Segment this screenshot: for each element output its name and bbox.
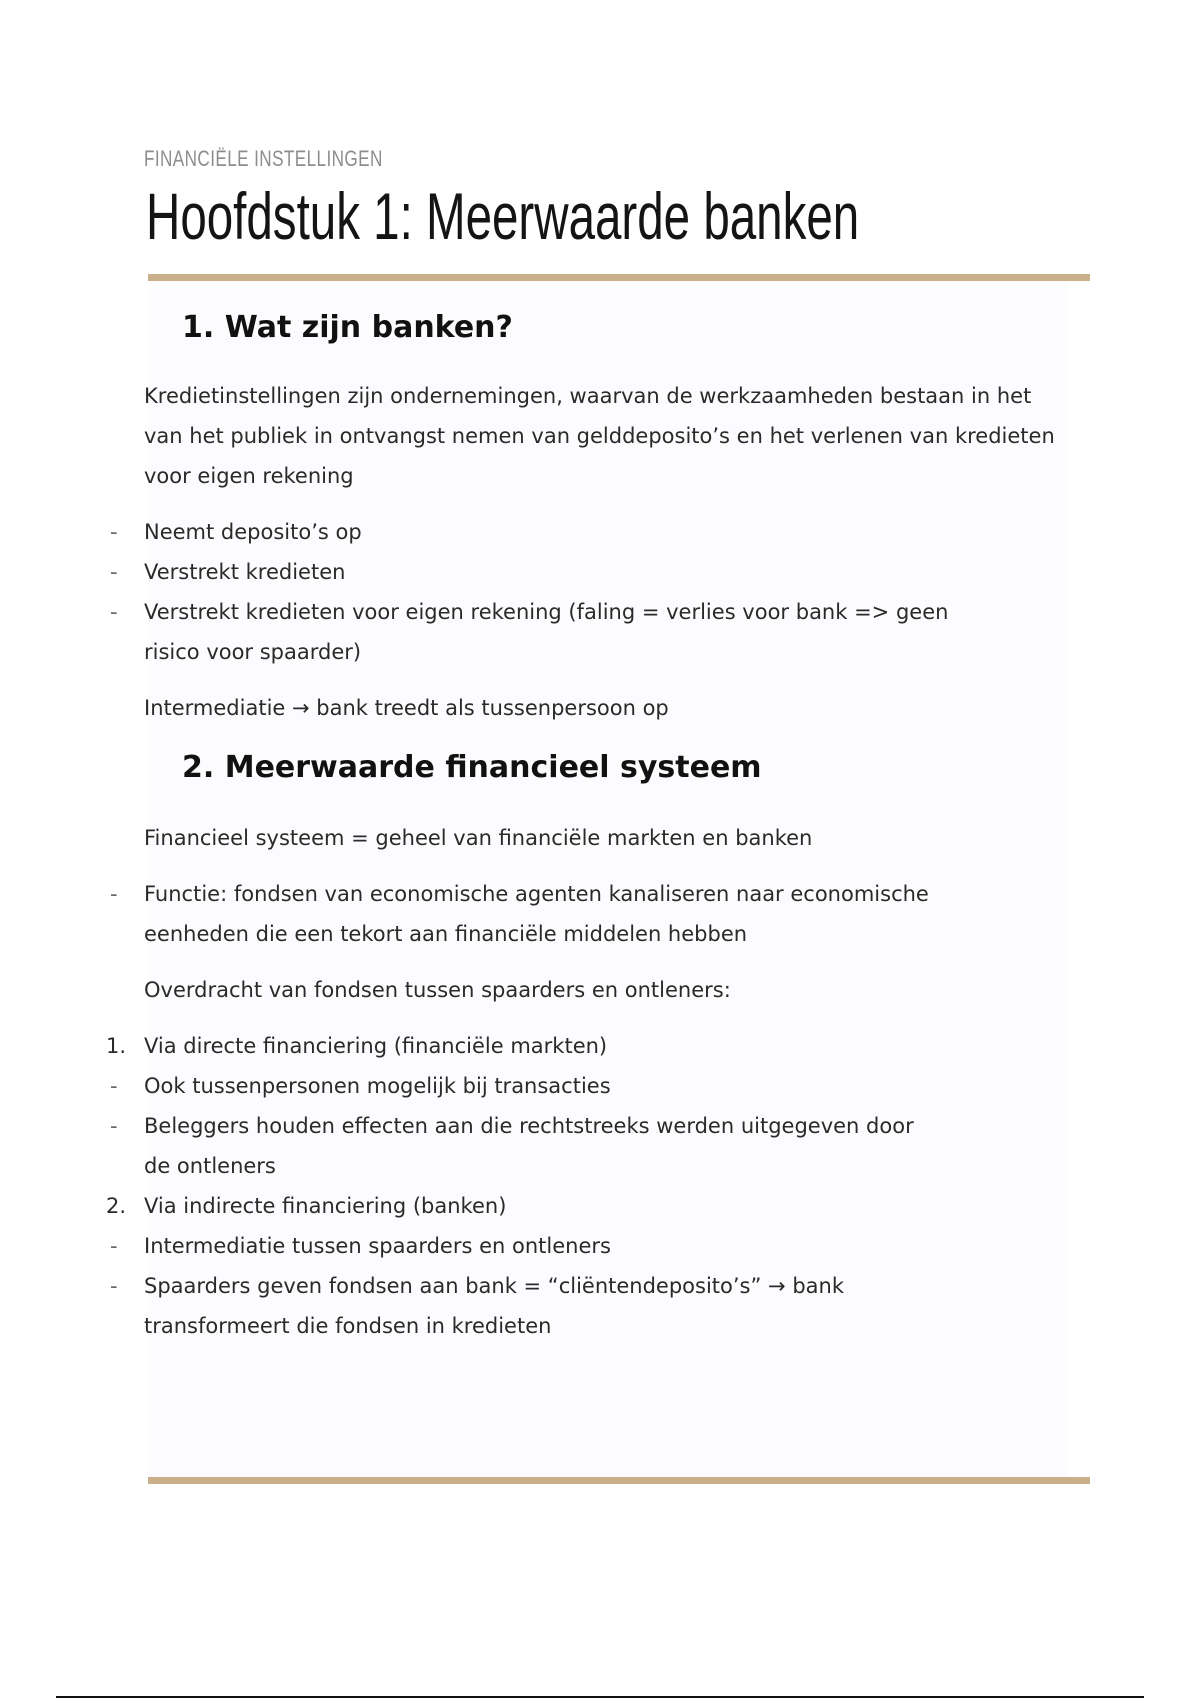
page-footer-line	[56, 1696, 1144, 1698]
document-body	[106, 300, 1084, 1346]
page-title: Hoofdstuk 1: Meerwaarde banken	[146, 179, 860, 253]
document-kicker: FINANCIËLE INSTELLINGEN	[144, 146, 383, 171]
list-item: - Verstrekt kredieten	[144, 552, 1084, 592]
list-item: - Spaarders geven fondsen aan bank = “cliëntendeposito’s” → bank transformeert die fondsen in kredieten	[144, 1266, 844, 1346]
financing-item-indirect	[106, 1186, 1084, 1226]
section-1-bullet-list	[144, 512, 1084, 672]
list-number: 1.	[106, 1034, 127, 1058]
financing-list-2	[106, 1186, 1084, 1226]
top-divider	[148, 274, 1090, 281]
list-number: 2.	[106, 1194, 127, 1218]
financing-label: Via directe financiering (financiële markten)	[144, 1034, 608, 1058]
transfer-intro: Overdracht van fondsen tussen spaarders en ontleners:	[144, 978, 731, 1002]
financial-system-definition: Financieel systeem = geheel van financiële markten en banken	[144, 826, 813, 850]
intermediation-note: Intermediatie → bank treedt als tussenpersoon op	[144, 696, 669, 720]
list-item: - Ook tussenpersonen mogelijk bij transacties	[144, 1066, 1084, 1106]
financing-list	[106, 1026, 1084, 1066]
section-2-heading: 2. Meerwaarde financieel systeem	[182, 750, 762, 785]
bottom-divider	[148, 1477, 1090, 1484]
direct-financing-sublist	[144, 1066, 1084, 1186]
list-item: - Intermediatie tussen spaarders en ontleners	[144, 1226, 1084, 1266]
section-1-intro: Kredietinstellingen zijn ondernemingen, waarvan de werkzaamheden bestaan in het van het publiek in ontvangst nemen van gelddeposito’s en het verlenen van kredieten voor eigen rekening	[144, 384, 1055, 488]
financing-label: Via indirecte financiering (banken)	[144, 1194, 507, 1218]
financing-item-direct	[106, 1026, 1084, 1066]
indirect-financing-sublist	[144, 1226, 1084, 1346]
list-item: - Neemt deposito’s op	[144, 512, 1084, 552]
list-item: - Beleggers houden effecten aan die rechtstreeks werden uitgegeven door de ontleners	[144, 1106, 934, 1186]
list-item: - Verstrekt kredieten voor eigen rekening (faling = verlies voor bank => geen risico voor spaarder)	[144, 592, 994, 672]
section-1-heading: 1. Wat zijn banken?	[182, 310, 513, 345]
section-2-bullet-list	[144, 874, 1084, 954]
list-item: - Functie: fondsen van economische agenten kanaliseren naar economische eenheden die een tekort aan financiële middelen hebben	[144, 874, 974, 954]
